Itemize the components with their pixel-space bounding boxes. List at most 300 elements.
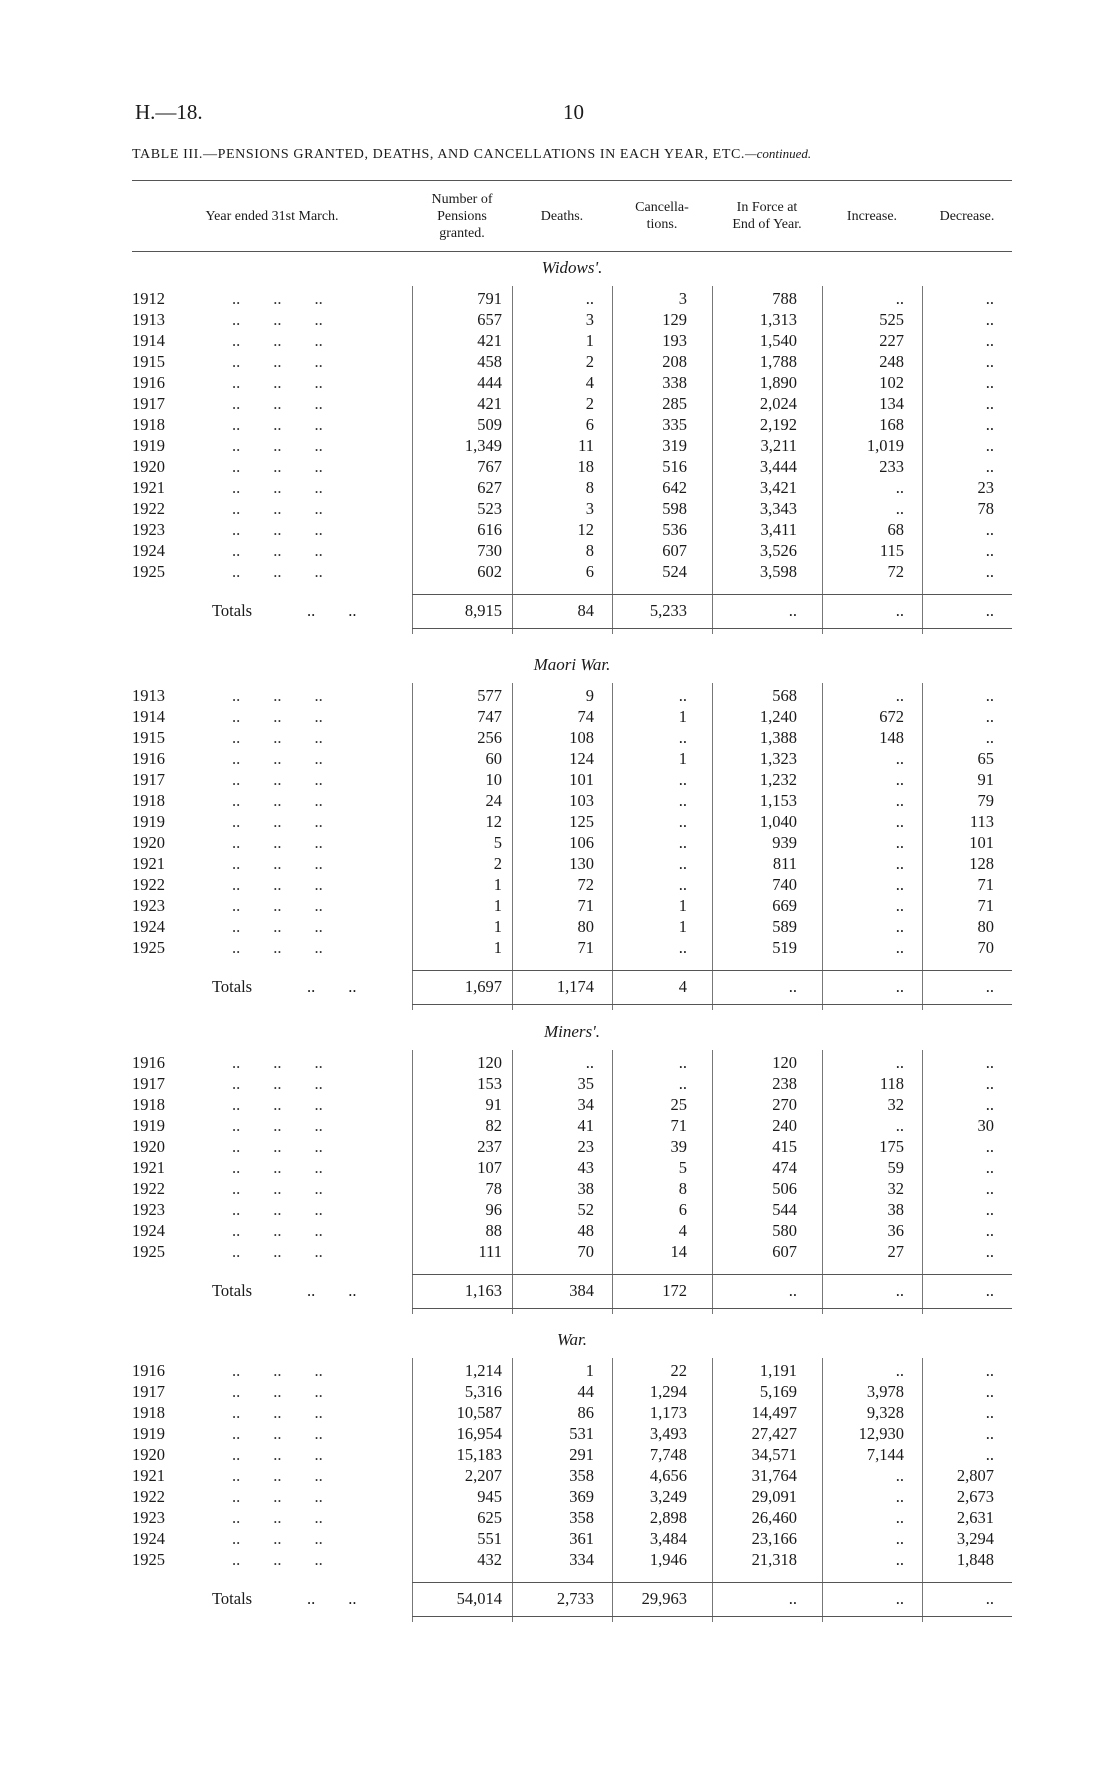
table-row bbox=[132, 832, 1012, 853]
document-id: H.—18. bbox=[135, 100, 203, 124]
decrease-cell: 71 bbox=[977, 875, 994, 894]
cancellations-cell: 6 bbox=[678, 1200, 687, 1219]
deaths-cell: 130 bbox=[569, 854, 594, 873]
cancellations-cell: 4,656 bbox=[649, 1466, 687, 1485]
table-title-suffix: —continued. bbox=[745, 146, 812, 161]
cancellations-cell: .. bbox=[678, 833, 687, 852]
leader-dots: .. .. .. bbox=[232, 1179, 323, 1198]
deaths-cell: 9 bbox=[585, 686, 594, 705]
in-force-cell: 120 bbox=[772, 1053, 797, 1072]
totals-rule-top bbox=[412, 594, 1012, 595]
increase-cell: 38 bbox=[887, 1200, 904, 1219]
col-header-decrease: Decrease. bbox=[939, 208, 995, 224]
col-header-granted: Number of Pensions granted. bbox=[431, 191, 493, 241]
decrease-cell: 78 bbox=[977, 499, 994, 518]
decrease-cell: 1,848 bbox=[956, 1550, 994, 1569]
in-force-cell: 811 bbox=[772, 854, 797, 873]
table-row bbox=[132, 393, 1012, 414]
granted-cell: 16,954 bbox=[456, 1424, 502, 1443]
granted-cell: 256 bbox=[477, 728, 502, 747]
year-cell: 1921 bbox=[132, 854, 165, 873]
increase-cell: 7,144 bbox=[866, 1445, 904, 1464]
totals-granted-cell: 1,163 bbox=[464, 1281, 502, 1300]
cancellations-cell: 1,946 bbox=[649, 1550, 687, 1569]
decrease-cell: .. bbox=[985, 289, 994, 308]
column-rule bbox=[612, 286, 613, 634]
in-force-cell: 3,444 bbox=[759, 457, 797, 476]
increase-cell: 525 bbox=[879, 310, 904, 329]
in-force-cell: 607 bbox=[772, 1242, 797, 1261]
table-row bbox=[132, 706, 1012, 727]
cancellations-cell: .. bbox=[678, 875, 687, 894]
table-row bbox=[132, 1094, 1012, 1115]
totals-granted-cell: 1,697 bbox=[464, 977, 502, 996]
section-title: War. bbox=[556, 1330, 588, 1349]
leader-dots: .. .. .. bbox=[232, 728, 323, 747]
deaths-cell: 3 bbox=[585, 499, 594, 518]
deaths-cell: 86 bbox=[577, 1403, 594, 1422]
table-row bbox=[132, 853, 1012, 874]
year-cell: 1917 bbox=[132, 394, 165, 413]
in-force-cell: 2,024 bbox=[759, 394, 797, 413]
deaths-cell: 358 bbox=[569, 1508, 594, 1527]
cancellations-cell: 524 bbox=[662, 562, 687, 581]
cancellations-cell: .. bbox=[678, 938, 687, 957]
cancellations-cell: 285 bbox=[662, 394, 687, 413]
year-cell: 1925 bbox=[132, 1550, 165, 1569]
leader-dots: .. .. .. bbox=[232, 770, 323, 789]
table-row bbox=[132, 456, 1012, 477]
deaths-cell: 108 bbox=[569, 728, 594, 747]
decrease-cell: .. bbox=[985, 1137, 994, 1156]
increase-cell: 227 bbox=[879, 331, 904, 350]
cancellations-cell: 5 bbox=[678, 1158, 687, 1177]
leader-dots: .. .. .. bbox=[232, 938, 323, 957]
year-cell: 1919 bbox=[132, 1424, 165, 1443]
increase-cell: .. bbox=[895, 833, 904, 852]
granted-cell: 237 bbox=[477, 1137, 502, 1156]
year-cell: 1923 bbox=[132, 520, 165, 539]
year-cell: 1923 bbox=[132, 1508, 165, 1527]
totals-row bbox=[132, 974, 1012, 1000]
totals-label: Totals bbox=[212, 601, 253, 620]
in-force-cell: 544 bbox=[772, 1200, 797, 1219]
column-rule bbox=[922, 286, 923, 634]
table-row bbox=[132, 895, 1012, 916]
table-row bbox=[132, 916, 1012, 937]
table-row bbox=[132, 1444, 1012, 1465]
totals-rule-bottom bbox=[412, 1616, 1012, 1617]
in-force-cell: 1,388 bbox=[759, 728, 797, 747]
deaths-cell: 4 bbox=[585, 373, 594, 392]
year-cell: 1921 bbox=[132, 1466, 165, 1485]
decrease-cell: 65 bbox=[977, 749, 994, 768]
granted-cell: 791 bbox=[477, 289, 502, 308]
increase-cell: 134 bbox=[879, 394, 904, 413]
totals-cancellations-cell: 4 bbox=[678, 977, 687, 996]
table-row bbox=[132, 1360, 1012, 1381]
in-force-cell: 1,232 bbox=[759, 770, 797, 789]
cancellations-cell: 1 bbox=[678, 917, 687, 936]
deaths-cell: 43 bbox=[577, 1158, 594, 1177]
totals-decrease-cell: .. bbox=[985, 977, 994, 996]
table-row bbox=[132, 1507, 1012, 1528]
granted-cell: 421 bbox=[477, 394, 502, 413]
leader-dots: .. .. .. bbox=[232, 310, 323, 329]
year-cell: 1918 bbox=[132, 415, 165, 434]
totals-row bbox=[132, 598, 1012, 624]
increase-cell: .. bbox=[895, 1529, 904, 1548]
leader-dots: .. .. .. bbox=[232, 520, 323, 539]
leader-dots: .. .. .. bbox=[232, 896, 323, 915]
increase-cell: .. bbox=[895, 1466, 904, 1485]
increase-cell: 27 bbox=[887, 1242, 904, 1261]
decrease-cell: .. bbox=[985, 394, 994, 413]
increase-cell: .. bbox=[895, 1550, 904, 1569]
totals-rule-top bbox=[412, 1274, 1012, 1275]
table-row bbox=[132, 790, 1012, 811]
decrease-cell: 70 bbox=[977, 938, 994, 957]
year-cell: 1922 bbox=[132, 499, 165, 518]
column-rule bbox=[512, 286, 513, 634]
increase-cell: 233 bbox=[879, 457, 904, 476]
increase-cell: 68 bbox=[887, 520, 904, 539]
in-force-cell: 27,427 bbox=[751, 1424, 797, 1443]
table-row bbox=[132, 1052, 1012, 1073]
cancellations-cell: 7,748 bbox=[649, 1445, 687, 1464]
totals-cancellations-cell: 172 bbox=[662, 1281, 687, 1300]
granted-cell: 1 bbox=[493, 896, 502, 915]
year-cell: 1917 bbox=[132, 770, 165, 789]
table-row bbox=[132, 1178, 1012, 1199]
decrease-cell: .. bbox=[985, 331, 994, 350]
cancellations-cell: 1,294 bbox=[649, 1382, 687, 1401]
leader-dots: .. .. .. bbox=[232, 875, 323, 894]
year-cell: 1924 bbox=[132, 1529, 165, 1548]
column-rule bbox=[822, 286, 823, 634]
cancellations-cell: 1 bbox=[678, 749, 687, 768]
deaths-cell: .. bbox=[585, 1053, 594, 1072]
cancellations-cell: 208 bbox=[662, 352, 687, 371]
leader-dots: .. .. .. bbox=[232, 917, 323, 936]
column-rule bbox=[412, 683, 413, 1010]
deaths-cell: 103 bbox=[569, 791, 594, 810]
decrease-cell: .. bbox=[985, 707, 994, 726]
granted-cell: 602 bbox=[477, 562, 502, 581]
section-title: Miners'. bbox=[543, 1022, 601, 1041]
col-header-increase: Increase. bbox=[846, 208, 898, 224]
increase-cell: 168 bbox=[879, 415, 904, 434]
granted-cell: 91 bbox=[485, 1095, 502, 1114]
year-cell: 1918 bbox=[132, 1095, 165, 1114]
increase-cell: .. bbox=[895, 770, 904, 789]
increase-cell: .. bbox=[895, 749, 904, 768]
decrease-cell: .. bbox=[985, 1424, 994, 1443]
cancellations-cell: 642 bbox=[662, 478, 687, 497]
totals-decrease-cell: .. bbox=[985, 1281, 994, 1300]
table-row bbox=[132, 1073, 1012, 1094]
granted-cell: 767 bbox=[477, 457, 502, 476]
in-force-cell: 669 bbox=[772, 896, 797, 915]
table-row bbox=[132, 414, 1012, 435]
table-row bbox=[132, 1136, 1012, 1157]
increase-cell: 32 bbox=[887, 1095, 904, 1114]
totals-in-force-cell: .. bbox=[788, 601, 797, 620]
increase-cell: 248 bbox=[879, 352, 904, 371]
leader-dots: .. .. .. bbox=[232, 352, 323, 371]
section-title: Widows'. bbox=[541, 258, 603, 277]
leader-dots: .. .. .. bbox=[232, 289, 323, 308]
column-rule bbox=[512, 683, 513, 1010]
in-force-cell: 21,318 bbox=[751, 1550, 797, 1569]
cancellations-cell: 3,249 bbox=[649, 1487, 687, 1506]
granted-cell: 15,183 bbox=[456, 1445, 502, 1464]
deaths-cell: 35 bbox=[577, 1074, 594, 1093]
granted-cell: 82 bbox=[485, 1116, 502, 1135]
in-force-cell: 415 bbox=[772, 1137, 797, 1156]
cancellations-cell: 1 bbox=[678, 707, 687, 726]
cancellations-cell: 2,898 bbox=[649, 1508, 687, 1527]
decrease-cell: .. bbox=[985, 352, 994, 371]
leader-dots: .. .. .. bbox=[232, 373, 323, 392]
deaths-cell: 1 bbox=[585, 1361, 594, 1380]
increase-cell: 72 bbox=[887, 562, 904, 581]
in-force-cell: 1,890 bbox=[759, 373, 797, 392]
in-force-cell: 788 bbox=[772, 289, 797, 308]
decrease-cell: .. bbox=[985, 1242, 994, 1261]
leader-dots: .. .. .. bbox=[232, 415, 323, 434]
table-row bbox=[132, 727, 1012, 748]
cancellations-cell: 193 bbox=[662, 331, 687, 350]
in-force-cell: 580 bbox=[772, 1221, 797, 1240]
deaths-cell: 71 bbox=[577, 896, 594, 915]
deaths-cell: 358 bbox=[569, 1466, 594, 1485]
increase-cell: 1,019 bbox=[866, 436, 904, 455]
col-header-in-force: In Force at End of Year. bbox=[732, 200, 802, 232]
totals-label: Totals bbox=[212, 977, 253, 996]
in-force-cell: 3,211 bbox=[760, 436, 797, 455]
in-force-cell: 519 bbox=[772, 938, 797, 957]
year-cell: 1923 bbox=[132, 1200, 165, 1219]
column-rule bbox=[412, 286, 413, 634]
column-rule bbox=[712, 286, 713, 634]
leader-dots: .. .. .. bbox=[232, 1221, 323, 1240]
totals-label: Totals bbox=[212, 1281, 253, 1300]
decrease-cell: .. bbox=[985, 1403, 994, 1422]
in-force-cell: 238 bbox=[772, 1074, 797, 1093]
year-cell: 1921 bbox=[132, 478, 165, 497]
increase-cell: 9,328 bbox=[866, 1403, 904, 1422]
table-row bbox=[132, 1528, 1012, 1549]
decrease-cell: 91 bbox=[977, 770, 994, 789]
year-cell: 1914 bbox=[132, 331, 165, 350]
table-row bbox=[132, 561, 1012, 582]
totals-rule-top bbox=[412, 970, 1012, 971]
deaths-cell: 125 bbox=[569, 812, 594, 831]
totals-increase-cell: .. bbox=[895, 601, 904, 620]
decrease-cell: .. bbox=[985, 1179, 994, 1198]
deaths-cell: 101 bbox=[569, 770, 594, 789]
deaths-cell: 11 bbox=[578, 436, 594, 455]
increase-cell: 59 bbox=[887, 1158, 904, 1177]
granted-cell: 627 bbox=[477, 478, 502, 497]
year-cell: 1925 bbox=[132, 562, 165, 581]
in-force-cell: 23,166 bbox=[751, 1529, 797, 1548]
year-cell: 1922 bbox=[132, 875, 165, 894]
in-force-cell: 31,764 bbox=[751, 1466, 797, 1485]
year-cell: 1915 bbox=[132, 728, 165, 747]
increase-cell: .. bbox=[895, 478, 904, 497]
section-title: Maori War. bbox=[533, 655, 611, 674]
deaths-cell: 38 bbox=[577, 1179, 594, 1198]
table-row bbox=[132, 435, 1012, 456]
year-cell: 1923 bbox=[132, 896, 165, 915]
in-force-cell: 506 bbox=[772, 1179, 797, 1198]
granted-cell: 509 bbox=[477, 415, 502, 434]
increase-cell: .. bbox=[895, 854, 904, 873]
deaths-cell: 71 bbox=[577, 938, 594, 957]
totals-granted-cell: 54,014 bbox=[456, 1589, 502, 1608]
increase-cell: 175 bbox=[879, 1137, 904, 1156]
table-row bbox=[132, 937, 1012, 958]
totals-decrease-cell: .. bbox=[985, 601, 994, 620]
table-row bbox=[132, 1115, 1012, 1136]
col-header-deaths: Deaths. bbox=[540, 208, 584, 224]
leader-dots: .. .. .. bbox=[232, 1424, 323, 1443]
decrease-cell: .. bbox=[985, 457, 994, 476]
in-force-cell: 5,169 bbox=[759, 1382, 797, 1401]
totals-rule-bottom bbox=[412, 1004, 1012, 1005]
deaths-cell: 369 bbox=[569, 1487, 594, 1506]
cancellations-cell: 14 bbox=[670, 1242, 687, 1261]
cancellations-cell: .. bbox=[678, 770, 687, 789]
decrease-cell: .. bbox=[985, 310, 994, 329]
year-cell: 1919 bbox=[132, 436, 165, 455]
increase-cell: .. bbox=[895, 1508, 904, 1527]
granted-cell: 1,349 bbox=[464, 436, 502, 455]
totals-label: Totals bbox=[212, 1589, 253, 1608]
decrease-cell: .. bbox=[985, 1382, 994, 1401]
cancellations-cell: .. bbox=[678, 1074, 687, 1093]
granted-cell: 523 bbox=[477, 499, 502, 518]
column-rule bbox=[922, 683, 923, 1010]
table-row bbox=[132, 1241, 1012, 1262]
granted-cell: 12 bbox=[485, 812, 502, 831]
granted-cell: 60 bbox=[485, 749, 502, 768]
increase-cell: .. bbox=[895, 875, 904, 894]
decrease-cell: 80 bbox=[977, 917, 994, 936]
in-force-cell: 26,460 bbox=[751, 1508, 797, 1527]
year-cell: 1918 bbox=[132, 1403, 165, 1422]
table-header bbox=[132, 180, 1012, 252]
granted-cell: 444 bbox=[477, 373, 502, 392]
increase-cell: .. bbox=[895, 917, 904, 936]
decrease-cell: 79 bbox=[977, 791, 994, 810]
decrease-cell: .. bbox=[985, 373, 994, 392]
table-row bbox=[132, 351, 1012, 372]
in-force-cell: 740 bbox=[772, 875, 797, 894]
leader-dots: .. .. .. bbox=[232, 1403, 323, 1422]
table-row bbox=[132, 519, 1012, 540]
decrease-cell: .. bbox=[985, 436, 994, 455]
deaths-cell: 124 bbox=[569, 749, 594, 768]
deaths-cell: 72 bbox=[577, 875, 594, 894]
deaths-cell: 80 bbox=[577, 917, 594, 936]
deaths-cell: 291 bbox=[569, 1445, 594, 1464]
granted-cell: 625 bbox=[477, 1508, 502, 1527]
cancellations-cell: .. bbox=[678, 791, 687, 810]
deaths-cell: 8 bbox=[585, 478, 594, 497]
cancellations-cell: 3,484 bbox=[649, 1529, 687, 1548]
leader-dots: .. .. .. bbox=[232, 331, 323, 350]
granted-cell: 458 bbox=[477, 352, 502, 371]
table-row bbox=[132, 1157, 1012, 1178]
totals-in-force-cell: .. bbox=[788, 1281, 797, 1300]
decrease-cell: .. bbox=[985, 1158, 994, 1177]
in-force-cell: 474 bbox=[772, 1158, 797, 1177]
cancellations-cell: 22 bbox=[670, 1361, 687, 1380]
leader-dots: .. .. .. bbox=[232, 1445, 323, 1464]
cancellations-cell: 3,493 bbox=[649, 1424, 687, 1443]
table-row bbox=[132, 1220, 1012, 1241]
granted-cell: 5,316 bbox=[464, 1382, 502, 1401]
in-force-cell: 3,421 bbox=[759, 478, 797, 497]
totals-deaths-cell: 384 bbox=[569, 1281, 594, 1300]
cancellations-cell: 8 bbox=[678, 1179, 687, 1198]
in-force-cell: 1,040 bbox=[759, 812, 797, 831]
granted-cell: 945 bbox=[477, 1487, 502, 1506]
year-cell: 1918 bbox=[132, 791, 165, 810]
table-row bbox=[132, 477, 1012, 498]
totals-decrease-cell: .. bbox=[985, 1589, 994, 1608]
increase-cell: .. bbox=[895, 1053, 904, 1072]
deaths-cell: 52 bbox=[577, 1200, 594, 1219]
decrease-cell: .. bbox=[985, 1053, 994, 1072]
deaths-cell: 70 bbox=[577, 1242, 594, 1261]
increase-cell: 12,930 bbox=[858, 1424, 904, 1443]
year-cell: 1920 bbox=[132, 1445, 165, 1464]
increase-cell: .. bbox=[895, 896, 904, 915]
deaths-cell: 44 bbox=[577, 1382, 594, 1401]
leader-dots: .. .. .. bbox=[232, 436, 323, 455]
table-row bbox=[132, 685, 1012, 706]
leader-dots: .. .. .. bbox=[232, 791, 323, 810]
leader-dots: .. .. .. bbox=[232, 854, 323, 873]
totals-increase-cell: .. bbox=[895, 977, 904, 996]
cancellations-cell: .. bbox=[678, 812, 687, 831]
granted-cell: 1 bbox=[493, 917, 502, 936]
leader-dots: .. .. .. bbox=[232, 1529, 323, 1548]
deaths-cell: 48 bbox=[577, 1221, 594, 1240]
deaths-cell: 3 bbox=[585, 310, 594, 329]
in-force-cell: 1,540 bbox=[759, 331, 797, 350]
leader-dots: .. .. bbox=[307, 1589, 357, 1608]
decrease-cell: .. bbox=[985, 1445, 994, 1464]
deaths-cell: 23 bbox=[577, 1137, 594, 1156]
year-cell: 1921 bbox=[132, 1158, 165, 1177]
year-cell: 1916 bbox=[132, 1053, 165, 1072]
col-header-year: Year ended 31st March. bbox=[205, 208, 339, 224]
totals-cancellations-cell: 5,233 bbox=[649, 601, 687, 620]
in-force-cell: 34,571 bbox=[751, 1445, 797, 1464]
increase-cell: .. bbox=[895, 938, 904, 957]
leader-dots: .. .. .. bbox=[232, 1508, 323, 1527]
in-force-cell: 939 bbox=[772, 833, 797, 852]
decrease-cell: 128 bbox=[969, 854, 994, 873]
leader-dots: .. .. .. bbox=[232, 1361, 323, 1380]
year-cell: 1916 bbox=[132, 373, 165, 392]
decrease-cell: 3,294 bbox=[956, 1529, 994, 1548]
